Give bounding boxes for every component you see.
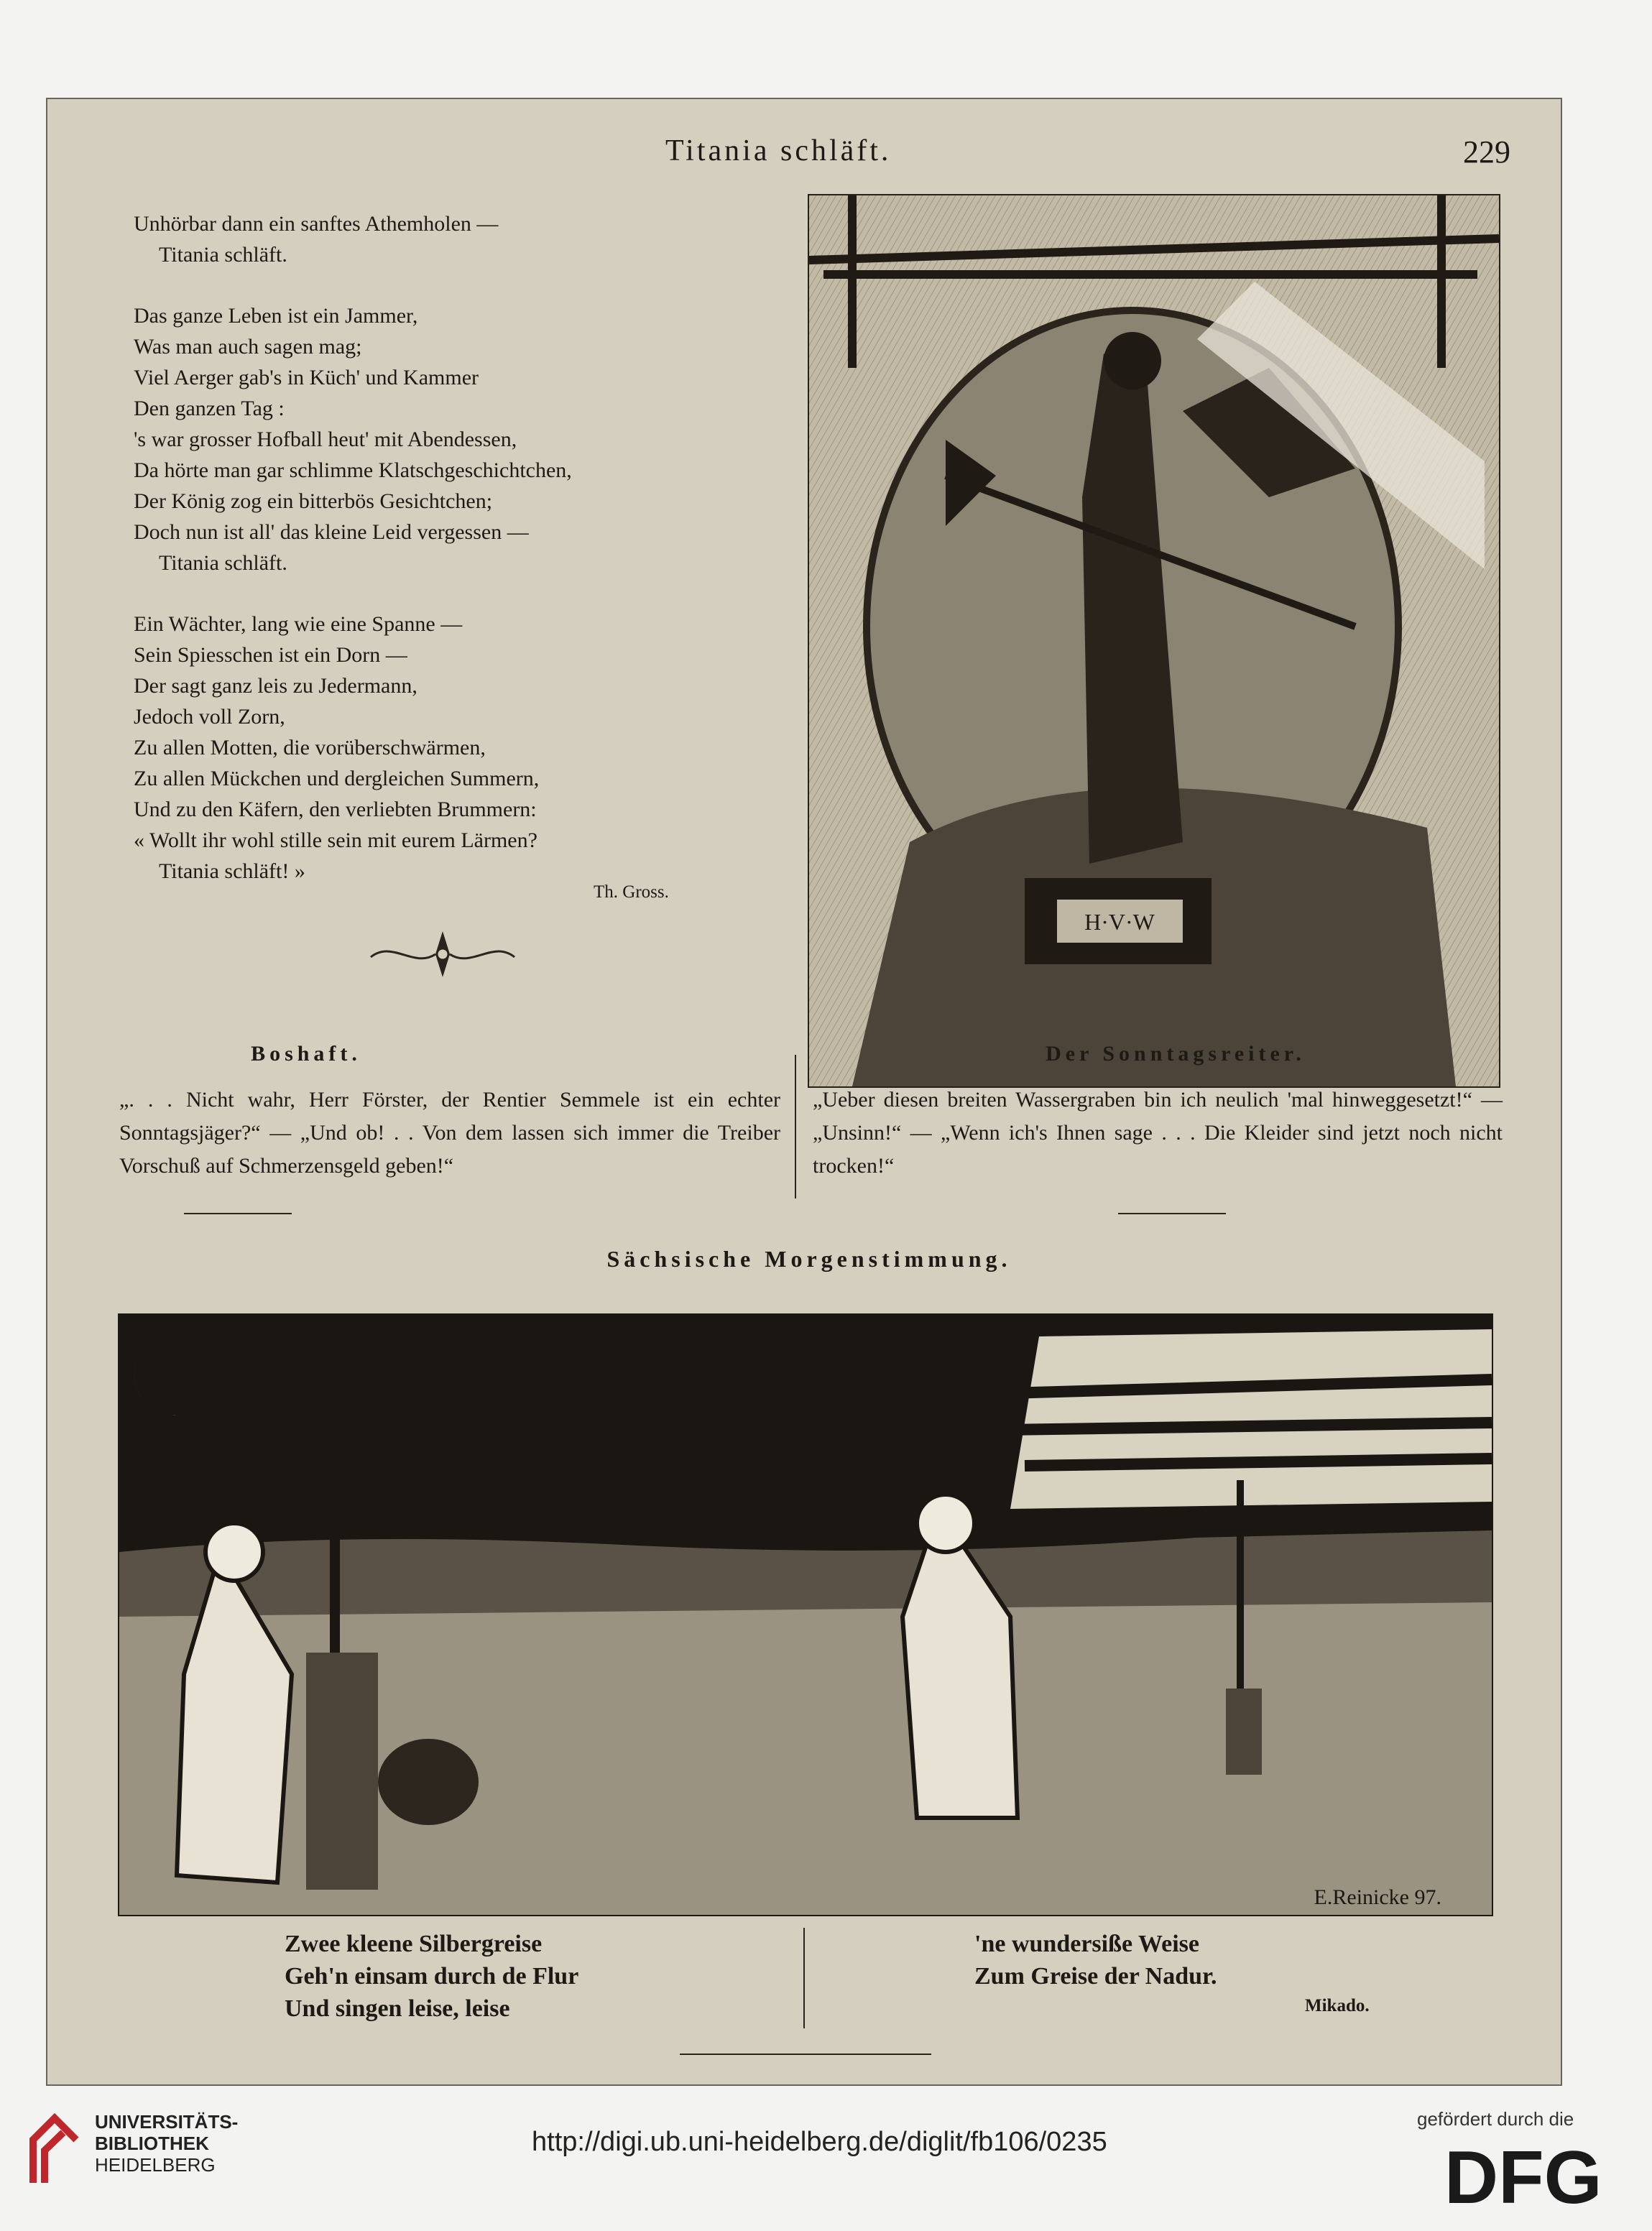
- scanned-page: [46, 98, 1562, 2086]
- dfg-logo-icon: [1444, 2137, 1631, 2216]
- ornament-vignette: [364, 925, 522, 983]
- morgenstimmung-engraving: [119, 1315, 1492, 1915]
- poem-line: Da hörte man gar schlimme Klatschgeschichtchen,: [134, 458, 572, 482]
- running-header-title: Titania schläft.: [665, 134, 892, 167]
- poem-line: Den ganzen Tag :: [134, 397, 285, 420]
- library-name-line: UNIVERSITÄTS-: [95, 2111, 239, 2133]
- poem-line: Das ganze Leben ist ein Jammer,: [134, 304, 418, 328]
- dfg-logo-text: DFG: [1444, 2137, 1602, 2216]
- verse-attribution: Mikado.: [1305, 1996, 1370, 2015]
- poem: [134, 208, 780, 887]
- poem-line: Der König zog ein bitterbös Gesichtchen;: [134, 489, 493, 513]
- divider: [184, 1213, 292, 1214]
- poem-refrain: Titania schläft.: [159, 551, 287, 575]
- verse-right: [974, 1928, 1217, 1992]
- source-url-link[interactable]: http://digi.ub.uni-heidelberg.de/diglit/fb106/0235: [532, 2127, 1107, 2157]
- joke-right-heading: Der Sonntagsreiter.: [1046, 1042, 1306, 1066]
- joke-left-text: „. . . Nicht wahr, Herr Förster, der Rentier Semmele ist ein echter Sonntagsjäger?“ — „Und ob! . . Von dem lassen sich immer die Treiber Vorschuß auf Schmerzensgeld geben!“: [119, 1088, 780, 1178]
- column-rule: [803, 1928, 805, 2028]
- library-logo-icon: [26, 2111, 83, 2190]
- poem-line: Was man auch sagen mag;: [134, 335, 362, 359]
- monogram-label: H·V·W: [1084, 909, 1155, 935]
- poem-line: Unhörbar dann ein sanftes Athemholen —: [134, 212, 499, 236]
- artist-signature: E.Reinicke 97.: [1314, 1885, 1441, 1909]
- column-rule: [795, 1055, 796, 1198]
- bottom-heading: Sächsische Morgenstimmung.: [606, 1246, 1012, 1272]
- poem-line: Sein Spiesschen ist ein Dorn —: [134, 643, 407, 667]
- poem-line: Doch nun ist all' das kleine Leid vergessen —: [134, 520, 529, 544]
- verse-left: [285, 1928, 578, 2025]
- divider: [680, 2054, 931, 2055]
- titania-engraving: [809, 195, 1499, 1086]
- poem-line: Zu allen Motten, die vorüberschwärmen,: [134, 736, 486, 759]
- verse-line: Zum Greise der Nadur.: [974, 1963, 1217, 1990]
- verse-line: Und singen leise, leise: [285, 1995, 510, 2022]
- joke-left-heading: Boshaft.: [251, 1042, 361, 1066]
- poem-line: « Wollt ihr wohl stille sein mit eurem Lärmen?: [134, 828, 537, 852]
- verse-line: 'ne wundersiße Weise: [974, 1931, 1199, 1957]
- poem-refrain: Titania schläft.: [159, 243, 287, 267]
- joke-right-text: „Ueber diesen breiten Wassergraben bin ich neulich 'mal hinweggesetzt!“ — „Unsinn!“ — „Wenn ich's Ihnen sage . . . Die Kleider sind jetzt noch nicht trocken!“: [813, 1088, 1503, 1178]
- divider: [1118, 1213, 1226, 1214]
- illustration-titania: [808, 194, 1500, 1088]
- verse-line: Geh'n einsam durch de Flur: [285, 1963, 579, 1990]
- poem-line: Zu allen Mückchen und dergleichen Summern,: [134, 767, 540, 790]
- page-number: 229: [1463, 134, 1510, 170]
- poem-line: Jedoch voll Zorn,: [134, 705, 285, 729]
- poem-line: Ein Wächter, lang wie eine Spanne —: [134, 612, 463, 636]
- library-name-line: BIBLIOTHEK: [95, 2133, 209, 2154]
- poem-line: Der sagt ganz leis zu Jedermann,: [134, 674, 417, 698]
- library-city: HEIDELBERG: [95, 2154, 216, 2176]
- illustration-morgenstimmung: [118, 1313, 1493, 1916]
- poem-refrain: Titania schläft! »: [159, 859, 305, 883]
- verse-line: Zwee kleene Silbergreise: [285, 1931, 543, 1957]
- funding-label: gefördert durch die: [1417, 2108, 1574, 2130]
- library-name: [95, 2111, 238, 2176]
- poem-line: Und zu den Käfern, den verliebten Brummern:: [134, 798, 537, 821]
- poem-line: 's war grosser Hofball heut' mit Abendessen,: [134, 428, 517, 451]
- poem-author: Th. Gross.: [594, 882, 669, 902]
- poem-line: Viel Aerger gab's in Küch' und Kammer: [134, 366, 479, 389]
